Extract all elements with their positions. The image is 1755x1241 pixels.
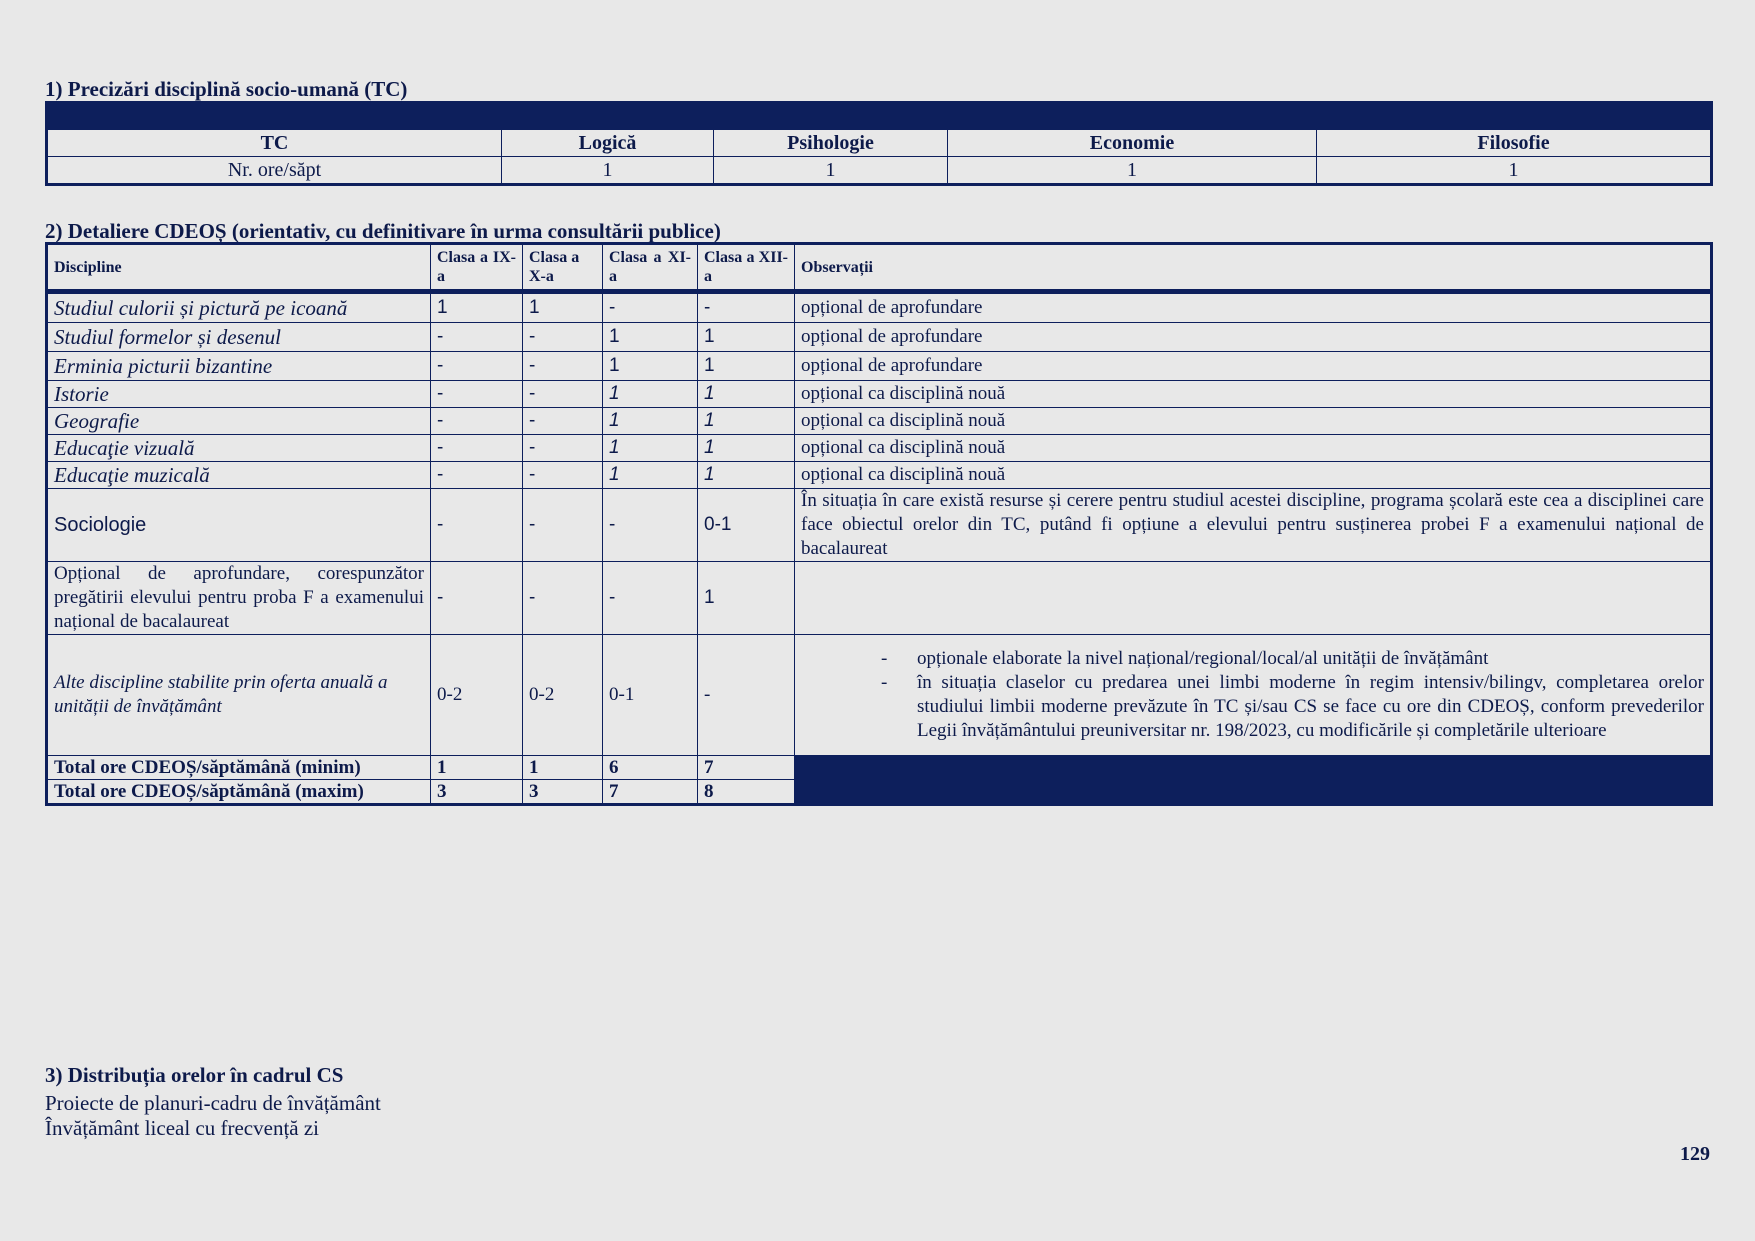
hours-x: - xyxy=(523,323,603,352)
observation: opțional de aprofundare xyxy=(795,352,1712,381)
observation-list xyxy=(801,647,1704,743)
column-header: Logică xyxy=(502,130,714,157)
observation: opțional ca disciplină nouă xyxy=(795,381,1712,408)
hours-xi: 1 xyxy=(603,323,698,352)
column-header-x: Clasa a X-a xyxy=(523,244,603,292)
hours-xi: 1 xyxy=(603,352,698,381)
table-row xyxy=(47,408,1712,435)
discipline-name: Educaţie vizuală xyxy=(47,435,431,462)
page-number: 129 xyxy=(1680,1143,1710,1165)
table-row xyxy=(47,562,1712,635)
hours-ix: - xyxy=(431,408,523,435)
hours-xii: 0-1 xyxy=(698,489,795,562)
column-header: Economie xyxy=(948,130,1317,157)
hours-ix: - xyxy=(431,352,523,381)
discipline-name: Opțional de aprofundare, corespunzător pregătirii elevului pentru proba F a examenului național de bacalaureat xyxy=(47,562,431,635)
observation: opțional ca disciplină nouă xyxy=(795,462,1712,489)
observation: opțional de aprofundare xyxy=(795,323,1712,352)
observation xyxy=(795,562,1712,635)
discipline-name: Geografie xyxy=(47,408,431,435)
hours-ix: - xyxy=(431,489,523,562)
total-label: Total ore CDEOȘ/săptămână (minim) xyxy=(47,756,431,780)
table-cell: 1 xyxy=(502,157,714,185)
discipline-name: Sociologie xyxy=(47,489,431,562)
observation xyxy=(795,635,1712,756)
table-row xyxy=(47,635,1712,756)
table-cell: 1 xyxy=(948,157,1317,185)
discipline-name: Educaţie muzicală xyxy=(47,462,431,489)
total-ix: 3 xyxy=(431,780,523,805)
table-row xyxy=(47,381,1712,408)
discipline-name: Studiul formelor și desenul xyxy=(47,323,431,352)
total-row-max xyxy=(47,780,1712,805)
hours-xi: 1 xyxy=(603,381,698,408)
hours-xi: 0-1 xyxy=(603,635,698,756)
hours-xi: - xyxy=(603,562,698,635)
total-row-min xyxy=(47,756,1712,780)
hours-x: - xyxy=(523,352,603,381)
discipline-name: Istorie xyxy=(47,381,431,408)
table-header-row xyxy=(47,244,1712,292)
table-row xyxy=(47,323,1712,352)
footer-line-1: Proiecte de planuri-cadru de învățământ xyxy=(45,1091,381,1115)
observation: opțional ca disciplină nouă xyxy=(795,435,1712,462)
hours-x: 1 xyxy=(523,292,603,323)
list-item: - în situația claselor cu predarea unei limbi moderne în regim intensiv/bilingv, completarea orelor studiului limbii moderne prevăzute în TC și/sau CS se face cu ore din CDEOȘ, conform prevederilor Legii învățământului preuniversitar nr. 198/2023, cu modificările și completările ulterioare xyxy=(917,671,1704,743)
hours-ix: 0-2 xyxy=(431,635,523,756)
column-header: TC xyxy=(47,130,502,157)
total-xi: 6 xyxy=(603,756,698,780)
hours-ix: - xyxy=(431,323,523,352)
section-2-title: 2) Detaliere CDEOȘ (orientativ, cu definitivare în urma consultării publice) xyxy=(45,219,721,243)
hours-ix: - xyxy=(431,462,523,489)
observation: opțional ca disciplină nouă xyxy=(795,408,1712,435)
cdeos-table xyxy=(45,242,1713,806)
total-label: Total ore CDEOȘ/săptămână (maxim) xyxy=(47,780,431,805)
table-row xyxy=(47,352,1712,381)
hours-ix: 1 xyxy=(431,292,523,323)
hours-xii: 1 xyxy=(698,381,795,408)
table-row xyxy=(47,462,1712,489)
hours-xi: 1 xyxy=(603,408,698,435)
filled-cell xyxy=(795,780,1712,805)
tc-table xyxy=(45,101,1713,186)
column-header-observatii: Observații xyxy=(795,244,1712,292)
hours-xii: 1 xyxy=(698,435,795,462)
table-cell: Nr. ore/săpt xyxy=(47,157,502,185)
discipline-name: Alte discipline stabilite prin oferta anuală a unității de învățământ xyxy=(47,635,431,756)
hours-ix: - xyxy=(431,562,523,635)
column-header-xii: Clasa a XII-a xyxy=(698,244,795,292)
hours-xii: 1 xyxy=(698,352,795,381)
total-xii: 7 xyxy=(698,756,795,780)
discipline-name: Erminia picturii bizantine xyxy=(47,352,431,381)
hours-x: - xyxy=(523,562,603,635)
table-cell: 1 xyxy=(1317,157,1712,185)
section-3-title: 3) Distribuția orelor în cadrul CS xyxy=(45,1063,344,1087)
hours-xii: - xyxy=(698,635,795,756)
table-cell: 1 xyxy=(714,157,948,185)
hours-x: - xyxy=(523,408,603,435)
column-header-xi: Clasa a XI-a xyxy=(603,244,698,292)
hours-xii: 1 xyxy=(698,462,795,489)
hours-x: - xyxy=(523,489,603,562)
hours-ix: - xyxy=(431,435,523,462)
table-row xyxy=(47,292,1712,323)
hours-x: 0-2 xyxy=(523,635,603,756)
observation: opțional de aprofundare xyxy=(795,292,1712,323)
filled-cell xyxy=(795,756,1712,780)
hours-xii: 1 xyxy=(698,323,795,352)
hours-xi: - xyxy=(603,489,698,562)
table-row xyxy=(47,489,1712,562)
total-xii: 8 xyxy=(698,780,795,805)
hours-xii: 1 xyxy=(698,562,795,635)
column-header: Psihologie xyxy=(714,130,948,157)
discipline-name: Studiul culorii și pictură pe icoană xyxy=(47,292,431,323)
hours-x: - xyxy=(523,462,603,489)
section-1-title: 1) Precizări disciplină socio-umană (TC) xyxy=(45,77,408,101)
total-xi: 7 xyxy=(603,780,698,805)
footer-line-2: Învățământ liceal cu frecvență zi xyxy=(45,1116,320,1140)
list-item: - opționale elaborate la nivel național/regional/local/al unității de învățământ xyxy=(917,647,1704,671)
hours-xi: - xyxy=(603,292,698,323)
total-x: 3 xyxy=(523,780,603,805)
table-row xyxy=(47,157,1712,185)
hours-xi: 1 xyxy=(603,435,698,462)
table-header-band xyxy=(47,103,1712,130)
column-header-ix: Clasa a IX-a xyxy=(431,244,523,292)
hours-xii: - xyxy=(698,292,795,323)
hours-x: - xyxy=(523,381,603,408)
hours-ix: - xyxy=(431,381,523,408)
hours-xi: 1 xyxy=(603,462,698,489)
observation: În situația în care există resurse și cerere pentru studiul acestei discipline, programa școlară este cea a disciplinei care face obiectul orelor din TC, putând fi opțiune a elevului pentru susținerea probei F a examenului național de bacalaureat xyxy=(795,489,1712,562)
total-x: 1 xyxy=(523,756,603,780)
column-header: Filosofie xyxy=(1317,130,1712,157)
total-ix: 1 xyxy=(431,756,523,780)
hours-x: - xyxy=(523,435,603,462)
table-header-row xyxy=(47,130,1712,157)
column-header-discipline: Discipline xyxy=(47,244,431,292)
table-row xyxy=(47,435,1712,462)
hours-xii: 1 xyxy=(698,408,795,435)
